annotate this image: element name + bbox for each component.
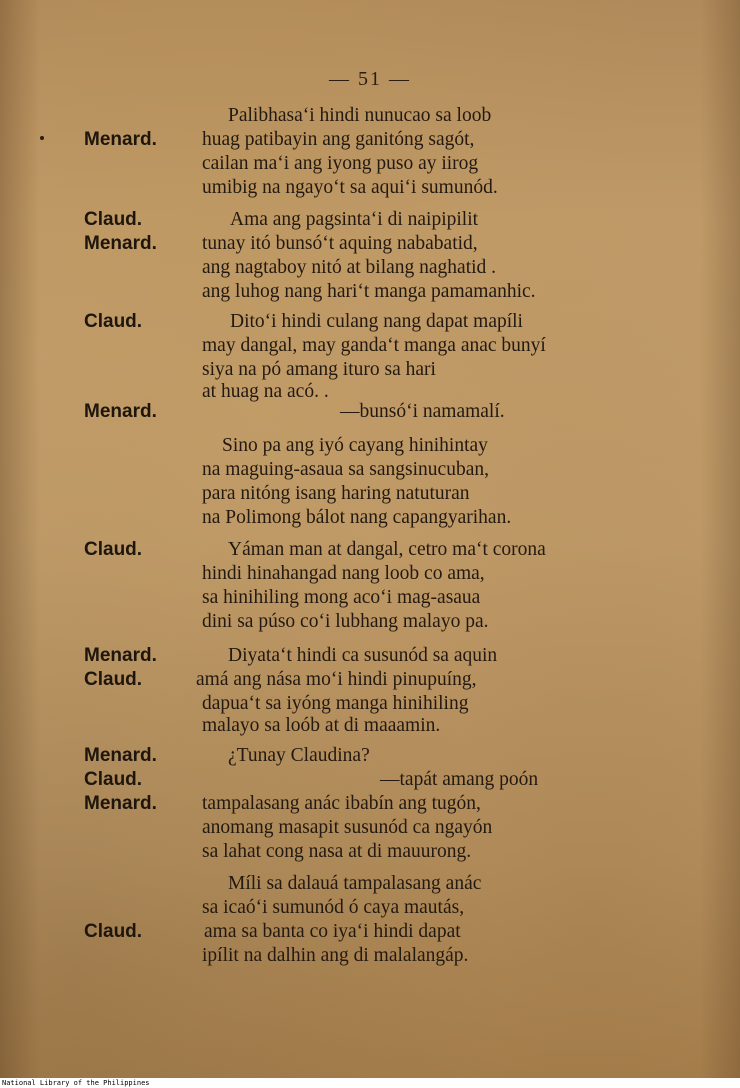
page-number: — 51 — — [329, 68, 411, 90]
verse-line — [0, 944, 740, 968]
verse-line — [0, 896, 740, 920]
verse-text: Yáman man at dangal, cetro ma‘t corona — [228, 539, 546, 560]
verse-line — [0, 176, 740, 200]
verse-text: dapua‘t sa iyóng manga hinihiling — [202, 693, 469, 714]
verse-line — [0, 692, 740, 716]
speaker-label: Claud. — [84, 311, 143, 332]
verse-line — [0, 744, 740, 768]
speaker-label: Menard. — [84, 401, 157, 422]
verse-text: dini sa púso co‘i lubhang malayo pa. — [202, 611, 489, 632]
verse-text: Palibhasa‘i hindi nunucao sa loob — [228, 105, 492, 126]
verse-text: Dito‘i hindi culang nang dapat mapíli — [230, 311, 523, 332]
speaker-label: Claud. — [84, 209, 143, 230]
verse-text: tampalasang anác ibabín ang tugón, — [202, 793, 481, 814]
verse-text: sa lahat cong nasa at di mauurong. — [202, 841, 472, 862]
verse-text: ang nagtaboy nitó at bilang naghatid . — [202, 257, 497, 278]
speaker-label: Claud. — [84, 769, 143, 790]
verse-text: tunay itó bunsó‘t aquing nababatid, — [202, 233, 478, 254]
verse-text: —tapát amang poón — [380, 769, 539, 790]
verse-line — [0, 400, 740, 424]
verse-line — [0, 482, 740, 506]
verse-line — [0, 256, 740, 280]
verse-text: Sino pa ang iyó cayang hinihintay — [222, 435, 488, 456]
verse-text: sa icaó‘i sumunód ó caya mautás, — [202, 897, 465, 918]
verse-line — [0, 128, 740, 152]
speaker-label: Claud. — [84, 669, 143, 690]
verse-line — [0, 280, 740, 304]
verse-line — [0, 768, 740, 792]
speaker-label: Menard. — [84, 645, 157, 666]
verse-text: para nitóng isang haring natuturan — [202, 483, 470, 504]
verse-text: ¿Tunay Claudina? — [228, 745, 370, 766]
verse-text: huag patibayin ang ganitóng sagót, — [202, 129, 475, 150]
verse-text: malayo sa loób at di maaamin. — [202, 715, 441, 736]
verse-line — [0, 562, 740, 586]
verse-line — [0, 538, 740, 562]
speaker-label: Menard. — [84, 129, 157, 150]
verse-line — [0, 872, 740, 896]
verse-line — [0, 792, 740, 816]
verse-line — [0, 152, 740, 176]
verse-line — [0, 644, 740, 668]
verse-text: amá ang nása mo‘i hindi pinupuíng, — [196, 669, 477, 690]
verse-text: na maguing-asaua sa sangsinucuban, — [202, 459, 489, 480]
verse-line — [0, 816, 740, 840]
verse-line — [0, 208, 740, 232]
verse-line — [0, 310, 740, 334]
speaker-label: Claud. — [84, 921, 143, 942]
footer-bar — [0, 1078, 740, 1088]
verse-line — [0, 920, 740, 944]
verse-line — [0, 334, 740, 358]
verse-line — [0, 104, 740, 128]
verse-line — [0, 358, 740, 382]
library-credit: National Library of the Philippines — [2, 1079, 150, 1087]
verse-text: na Polimong bálot nang capangyarihan. — [202, 507, 512, 528]
verse-text: Míli sa dalauá tampalasang anác — [228, 873, 482, 894]
verse-text: hindi hinahangad nang loob co ama, — [202, 563, 485, 584]
verse-line — [0, 506, 740, 530]
speaker-label: Menard. — [84, 745, 157, 766]
verse-text: ama sa banta co iya‘i hindi dapat — [204, 921, 461, 942]
verse-text: umibig na ngayo‘t sa aqui‘i sumunód. — [202, 177, 498, 198]
verse-line — [0, 458, 740, 482]
verse-line — [0, 434, 740, 458]
verse-text: cailan ma‘i ang iyong puso ay iirog — [202, 153, 479, 174]
verse-line — [0, 714, 740, 738]
verse-text: ang luhog nang hari‘t manga pamamanhic. — [202, 281, 536, 302]
verse-text: sa hinihiling mong aco‘i mag-asaua — [202, 587, 481, 608]
verse-line — [0, 840, 740, 864]
speaker-label: Menard. — [84, 233, 157, 254]
verse-line — [0, 610, 740, 634]
verse-text: anomang masapit susunód ca ngayón — [202, 817, 493, 838]
verse-text: may dangal, may ganda‘t manga anac bunyí — [202, 335, 546, 356]
verse-text: Ama ang pagsinta‘i di naipipilit — [230, 209, 479, 230]
verse-text: Diyata‘t hindi ca susunód sa aquin — [228, 645, 498, 666]
verse-text: at huag na acó. . — [202, 381, 329, 402]
verse-text: —bunsó‘i namamalí. — [340, 401, 505, 422]
verse-line — [0, 232, 740, 256]
speaker-label: Menard. — [84, 793, 157, 814]
verse-text: siya na pó amang ituro sa hari — [202, 359, 436, 380]
speaker-label: Claud. — [84, 539, 143, 560]
verse-text: ipílit na dalhin ang di malalangáp. — [202, 945, 469, 966]
verse-line — [0, 586, 740, 610]
verse-line — [0, 668, 740, 692]
